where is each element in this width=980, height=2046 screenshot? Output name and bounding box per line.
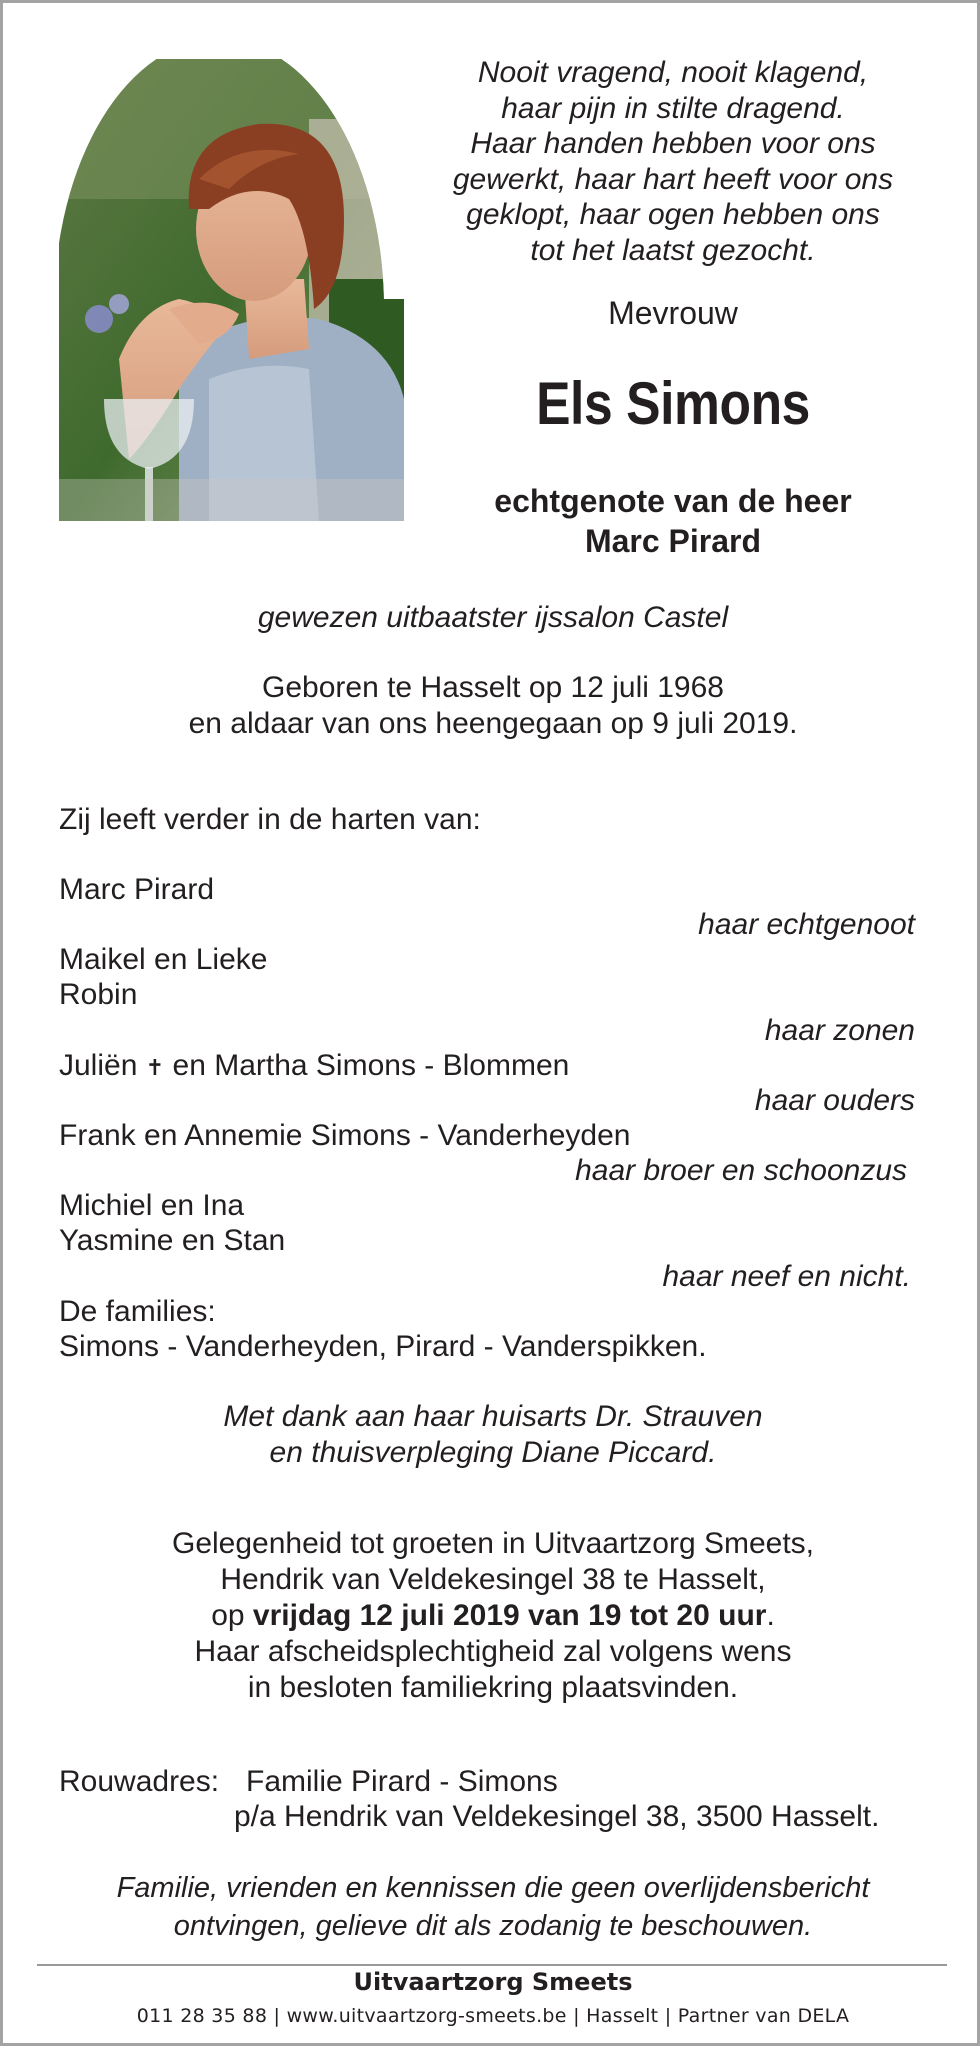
visitation (3, 1526, 980, 1706)
deceased-name: Els Simons (536, 370, 810, 437)
verse-line: geklopt, haar ogen hebben ons (466, 198, 880, 231)
survivor-relation: haar neef en nicht. (662, 1260, 911, 1293)
survivor-name: Michiel en Ina (59, 1189, 245, 1222)
families: Simons - Vanderheyden, Pirard - Vanderspikken. (59, 1330, 707, 1363)
verse-line: Nooit vragend, nooit klagend, (477, 56, 869, 89)
thanks-line: Met dank aan haar huisarts Dr. Strauven (223, 1400, 763, 1433)
families-label: De families: (59, 1295, 216, 1328)
visitation-date: vrijdag 12 juli 2019 van 19 tot 20 uur (252, 1599, 767, 1632)
visitation-line: Gelegenheid tot groeten in Uitvaartzorg Smeets, (171, 1527, 815, 1560)
spouse-line: echtgenote van de heer (494, 483, 852, 519)
survivor-name: Robin (59, 978, 138, 1011)
survivor-rest-name: en Martha Simons - Blommen (172, 1049, 570, 1082)
funeral-home-contact: 011 28 35 88 | www.uitvaartzorg-smeets.be | Hasselt | Partner van DELA (136, 2005, 850, 2027)
survivor-relation: haar echtgenoot (698, 908, 915, 941)
birth-death (3, 670, 980, 742)
survivor-name (59, 1048, 569, 1086)
survivor-name: Marc Pirard (59, 873, 215, 906)
portrait-photo (59, 59, 404, 521)
birth-line: Geboren te Hasselt op 12 juli 1968 (262, 671, 724, 704)
survivor-relation: haar zonen (764, 1014, 915, 1047)
verse-line: gewerkt, haar hart heeft voor ons (452, 162, 894, 196)
closing-note (3, 1869, 980, 1945)
title-word: Mevrouw (608, 295, 738, 331)
spouse-name: Marc Pirard (584, 523, 762, 559)
survivors-intro: Zij leeft verder in de harten van: (59, 803, 481, 836)
survivor-name: Maikel en Lieke (59, 943, 268, 976)
survivor-relation: haar broer en schoonzus (575, 1154, 907, 1187)
funeral-home-name: Uitvaartzorg Smeets (353, 1968, 633, 1996)
cross-icon: ✝ (145, 1055, 165, 1080)
closing-line: ontvingen, gelieve dit als zodanig te beschouwen. (173, 1910, 813, 1942)
visitation-line: Haar afscheidsplechtigheid zal volgens wens (194, 1635, 792, 1668)
closing-line: Familie, vrienden en kennissen die geen overlijdensbericht (116, 1872, 870, 1904)
verse-line: Haar handen hebben voor ons (470, 127, 876, 160)
portrait-photo-icon (59, 59, 404, 521)
survivor-name: Yasmine en Stan (59, 1224, 286, 1257)
thanks-line: en thuisverpleging Diane Piccard. (269, 1436, 717, 1469)
death-line: en aldaar van ons heengegaan op 9 juli 2019. (188, 707, 798, 740)
occupation: gewezen uitbaatster ijssalon Castel (257, 601, 729, 634)
address-name: Familie Pirard - Simons (246, 1765, 558, 1798)
survivor-relation: haar ouders (754, 1084, 915, 1117)
survivor-first-name: Juliën (59, 1049, 138, 1082)
verse (433, 55, 913, 268)
visitation-date-line: op vrijdag 12 juli 2019 van 19 tot 20 uur. (211, 1599, 775, 1632)
address-line: p/a Hendrik van Veldekesingel 38, 3500 Hasselt. (234, 1800, 880, 1833)
address-label: Rouwadres: (59, 1765, 220, 1798)
visitation-line: Hendrik van Veldekesingel 38 te Hasselt, (220, 1563, 766, 1596)
survivor-name: Frank en Annemie Simons - Vanderheyden (59, 1119, 631, 1152)
verse-line: haar pijn in stilte dragend. (501, 91, 845, 125)
spouse-info (433, 481, 913, 561)
verse-line: tot het laatst gezocht. (530, 233, 816, 267)
thanks (3, 1399, 980, 1471)
footer-divider (37, 1964, 947, 1966)
visitation-line: in besloten familiekring plaatsvinden. (247, 1671, 739, 1704)
